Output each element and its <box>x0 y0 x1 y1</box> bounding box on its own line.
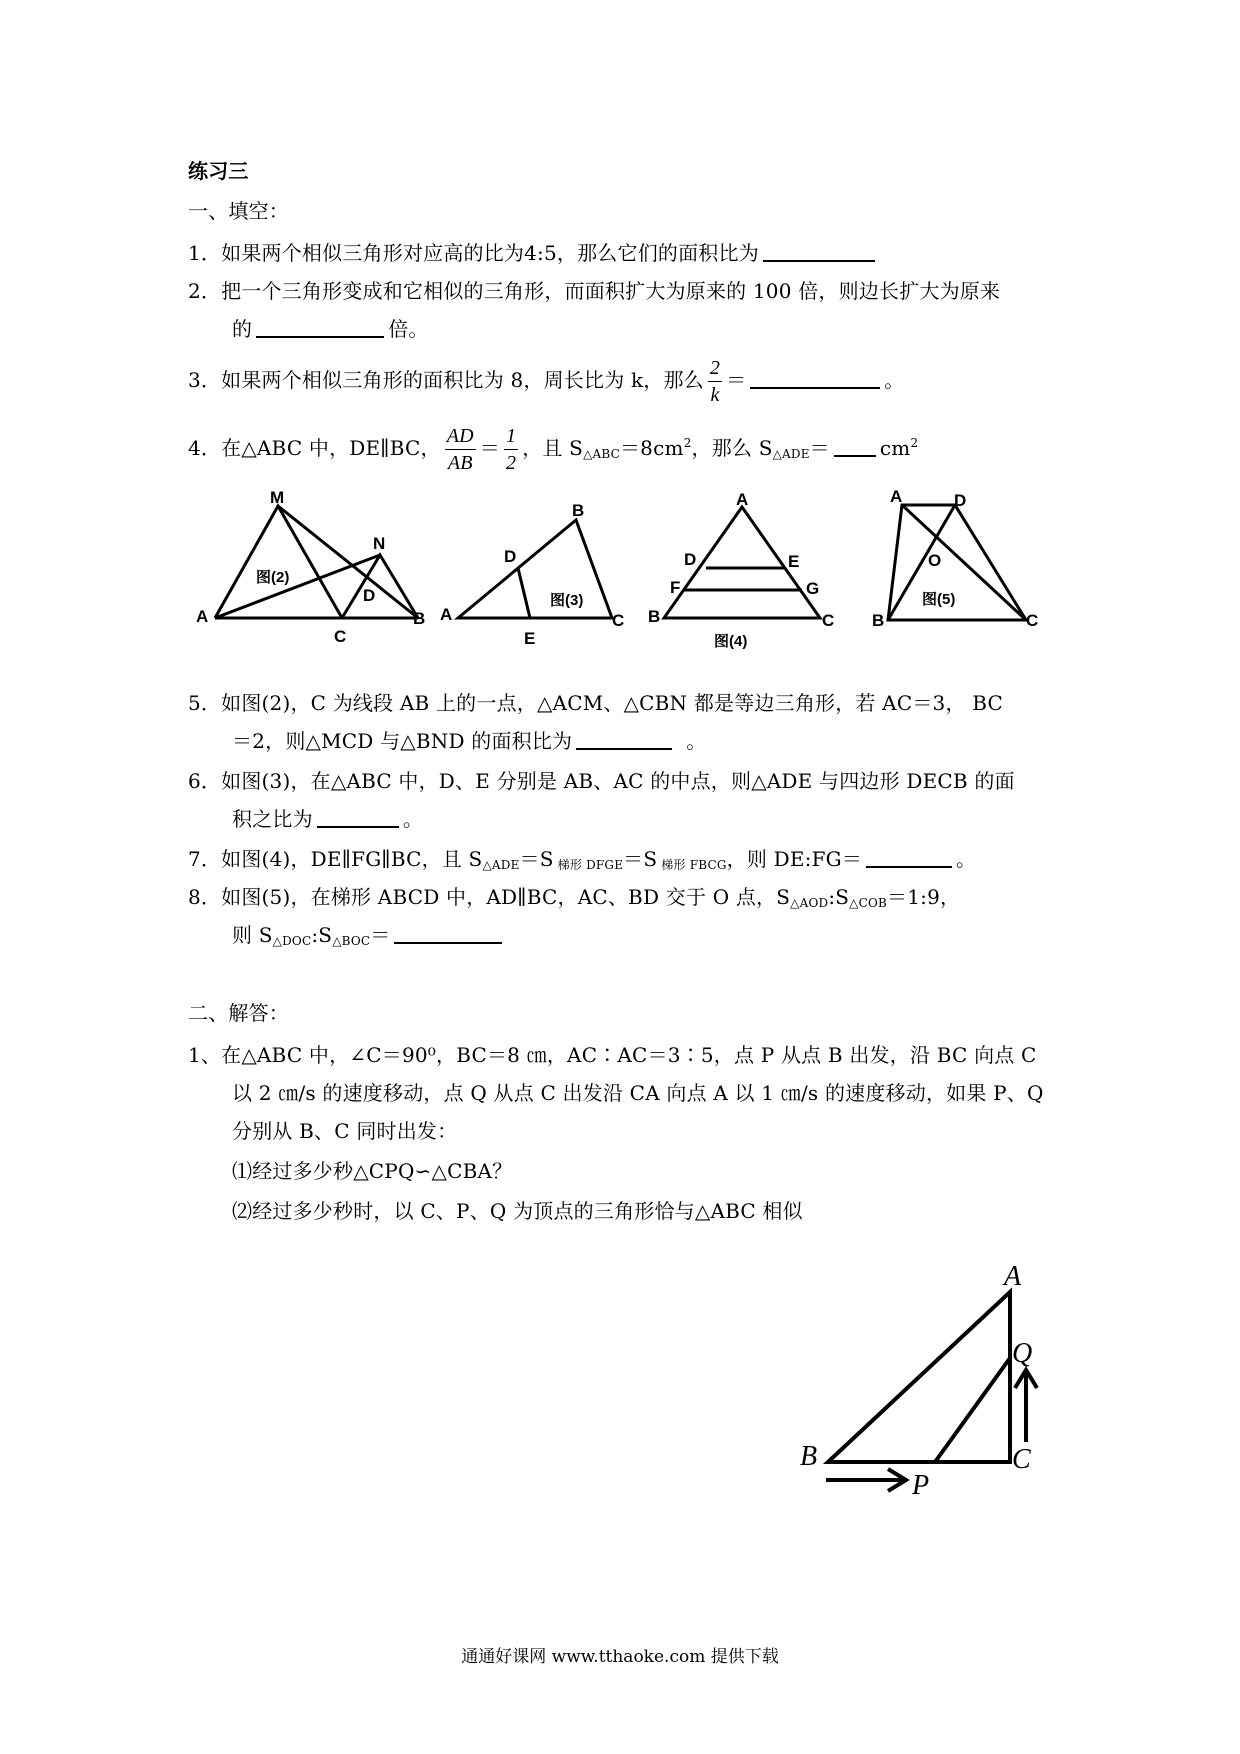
label-o: O <box>928 551 942 570</box>
equals-sign: ＝ <box>726 368 747 392</box>
question-7-text-b: ＝S <box>519 847 554 871</box>
fraction-numerator: 2 <box>708 355 722 382</box>
figure-2-caption: 图(2) <box>256 569 290 586</box>
question-5-line1: 5．如图(2)，C 为线段 AB 上的一点，△ACM、△CBN 都是等边三角形，若 AC＝3， BC <box>188 691 1003 715</box>
label-f: F <box>670 578 681 597</box>
figure-2 <box>215 506 418 618</box>
answer-blank-8[interactable] <box>394 924 502 944</box>
label-q: Q <box>1012 1338 1033 1369</box>
problem-1-line1: 1、在△ABC 中，∠C＝90⁰，BC＝8 ㎝，AC∶AC＝3∶5，点 P 从点 B 出发，沿 BC 向点 C <box>188 1043 1037 1067</box>
answer-blank-3[interactable] <box>750 369 880 389</box>
question-3 <box>188 353 905 413</box>
problem-1-figure <box>780 1240 1080 1500</box>
label-m: M <box>270 488 285 507</box>
label-b: B <box>572 501 585 520</box>
answer-blank-2[interactable] <box>256 318 384 338</box>
question-7-text-e: 。 <box>956 847 977 871</box>
figure-2-labels <box>196 488 425 646</box>
page-title: 练习三 <box>188 159 249 183</box>
triangle-acm <box>215 506 342 618</box>
question-5-text-b: 。 <box>686 729 707 753</box>
question-1 <box>188 240 879 266</box>
label-n: N <box>373 534 386 553</box>
question-2-text-b: 倍。 <box>388 317 429 341</box>
question-4-fraction-half <box>504 423 518 476</box>
segment-pq <box>935 1358 1010 1462</box>
subscript: 梯形 DFGE <box>553 858 624 872</box>
label-b: B <box>648 607 661 626</box>
question-8-text-f: ＝ <box>370 923 391 947</box>
question-7-text-c: ＝S <box>623 847 658 871</box>
label-a: A <box>736 490 749 509</box>
fraction-numerator: 1 <box>504 423 518 450</box>
label-e: E <box>788 552 800 571</box>
label-a: A <box>196 607 209 626</box>
label-c: C <box>822 611 835 630</box>
question-2-line2 <box>232 316 429 342</box>
question-8-line1 <box>188 884 960 916</box>
subscript: △ABC <box>583 447 620 461</box>
question-3-end: 。 <box>884 368 905 392</box>
answer-blank-7[interactable] <box>866 848 952 868</box>
subscript: △BOC <box>332 934 371 948</box>
question-3-fraction <box>708 355 722 408</box>
question-8-text-a: 8．如图(5)，在梯形 ABCD 中，AD∥BC，AC、BD 交于 O 点，S <box>188 885 791 909</box>
question-6-text-a: 积之比为 <box>232 807 313 831</box>
label-c: C <box>1012 1444 1031 1475</box>
question-8-text-b: :S <box>828 885 850 909</box>
label-b: B <box>413 609 426 628</box>
segment-mb <box>278 506 418 618</box>
superscript: 2 <box>683 436 692 450</box>
section1-heading: 一、填空： <box>188 199 289 223</box>
label-c: C <box>334 627 347 646</box>
footer-source-note: 通通好课网 www.tthaoke.com 提供下载 <box>461 1647 779 1667</box>
question-4-text-f: cm <box>879 436 911 460</box>
problem-1-line2: 以 2 ㎝/s 的速度移动，点 Q 从点 C 出发沿 CA 向点 A 以 1 ㎝/s 的速度移动，如果 P、Q <box>232 1081 1044 1105</box>
answer-blank-1[interactable] <box>763 242 875 262</box>
label-b: B <box>872 611 885 630</box>
label-a: A <box>890 487 903 506</box>
arrow-q <box>1015 1370 1037 1442</box>
figure-3 <box>458 520 612 618</box>
fraction-denominator: AB <box>447 452 473 474</box>
question-5-line2 <box>232 728 706 754</box>
question-7-text-a: 7．如图(4)，DE∥FG∥BC，且 S <box>188 847 483 871</box>
answer-blank-5[interactable] <box>576 730 672 750</box>
question-8-text-e: :S <box>311 923 333 947</box>
label-d: D <box>684 550 697 569</box>
triangle-abc <box>458 520 612 618</box>
segment-de <box>518 568 530 618</box>
question-4-text-a: 4．在△ABC 中，DE∥BC， <box>188 436 441 460</box>
section2-heading: 二、解答： <box>188 1001 289 1025</box>
question-1-text: 1．如果两个相似三角形对应高的比为4:5，那么它们的面积比为 <box>188 241 759 265</box>
figure-4-caption: 图(4) <box>714 633 748 650</box>
subscript: 梯形 FBCG <box>657 858 727 872</box>
label-g: G <box>806 579 820 598</box>
question-4-text-c: ＝8cm <box>619 436 684 460</box>
question-6-line1: 6．如图(3)，在△ABC 中，D、E 分别是 AB、AC 的中点，则△ADE 与四边形 DECB 的面 <box>188 769 1015 793</box>
problem-1-subquestion-2: ⑵经过多少秒时，以 C、P、Q 为顶点的三角形恰与△ABC 相似 <box>232 1199 803 1223</box>
label-d: D <box>363 586 376 605</box>
figure-5-caption: 图(5) <box>922 591 956 608</box>
arrow-p <box>826 1469 906 1491</box>
label-c: C <box>612 611 625 630</box>
figures-row <box>0 480 1240 660</box>
superscript: 2 <box>910 436 919 450</box>
figure-5 <box>888 505 1026 620</box>
question-8-line2 <box>232 922 506 954</box>
answer-blank-6[interactable] <box>317 808 399 828</box>
label-c: C <box>1026 611 1039 630</box>
question-7 <box>188 846 976 878</box>
label-e: E <box>524 629 536 648</box>
question-4-text-d: ，那么 S <box>691 436 773 460</box>
segment-an <box>215 555 380 618</box>
label-p: P <box>912 1470 930 1500</box>
question-2-line1: 2．把一个三角形变成和它相似的三角形，而面积扩大为原来的 100 倍，则边长扩大为原来 <box>188 279 1001 303</box>
subscript: △ADE <box>482 858 520 872</box>
figure-4-labels <box>648 490 834 650</box>
label-a: A <box>440 605 453 624</box>
problem-1-subquestion-1: ⑴经过多少秒△CPQ∽△CBA？ <box>232 1159 513 1183</box>
question-4-fraction-ad-ab <box>445 423 476 476</box>
question-7-text-d: ，则 DE:FG＝ <box>726 847 863 871</box>
label-d: D <box>504 547 517 566</box>
figure-3-caption: 图(3) <box>550 592 584 609</box>
label-d: D <box>954 491 967 510</box>
question-8-text-c: ＝1:9， <box>887 885 961 909</box>
equals-sign: ＝ <box>479 436 500 460</box>
subscript: △AOD <box>790 896 829 910</box>
label-a: A <box>1004 1261 1022 1292</box>
fraction-denominator: 2 <box>506 452 517 474</box>
triangle-abc-right <box>828 1292 1010 1462</box>
question-5-text-a: ＝2，则△MCD 与△BND 的面积比为 <box>232 729 573 753</box>
fraction-numerator: AD <box>445 423 476 450</box>
triangle-outline <box>828 1292 1010 1462</box>
answer-blank-4[interactable] <box>834 437 876 457</box>
label-b: B <box>800 1441 818 1472</box>
subscript: △COB <box>849 896 888 910</box>
subscript: △ADE <box>772 447 810 461</box>
subscript: △DOC <box>272 934 312 948</box>
question-4 <box>188 416 918 476</box>
question-3-text: 3．如果两个相似三角形的面积比为 8，周长比为 k，那么 <box>188 368 704 392</box>
fraction-denominator: k <box>710 384 720 406</box>
question-4-text-b: ，且 S <box>522 436 584 460</box>
question-6-line2 <box>232 806 423 832</box>
question-4-text-e: ＝ <box>809 436 830 460</box>
question-8-text-d: 则 S <box>232 923 273 947</box>
question-6-text-b: 。 <box>402 807 424 831</box>
problem-1-line3: 分别从 B、C 同时出发： <box>232 1119 458 1143</box>
question-2-text-a: 的 <box>232 317 253 341</box>
